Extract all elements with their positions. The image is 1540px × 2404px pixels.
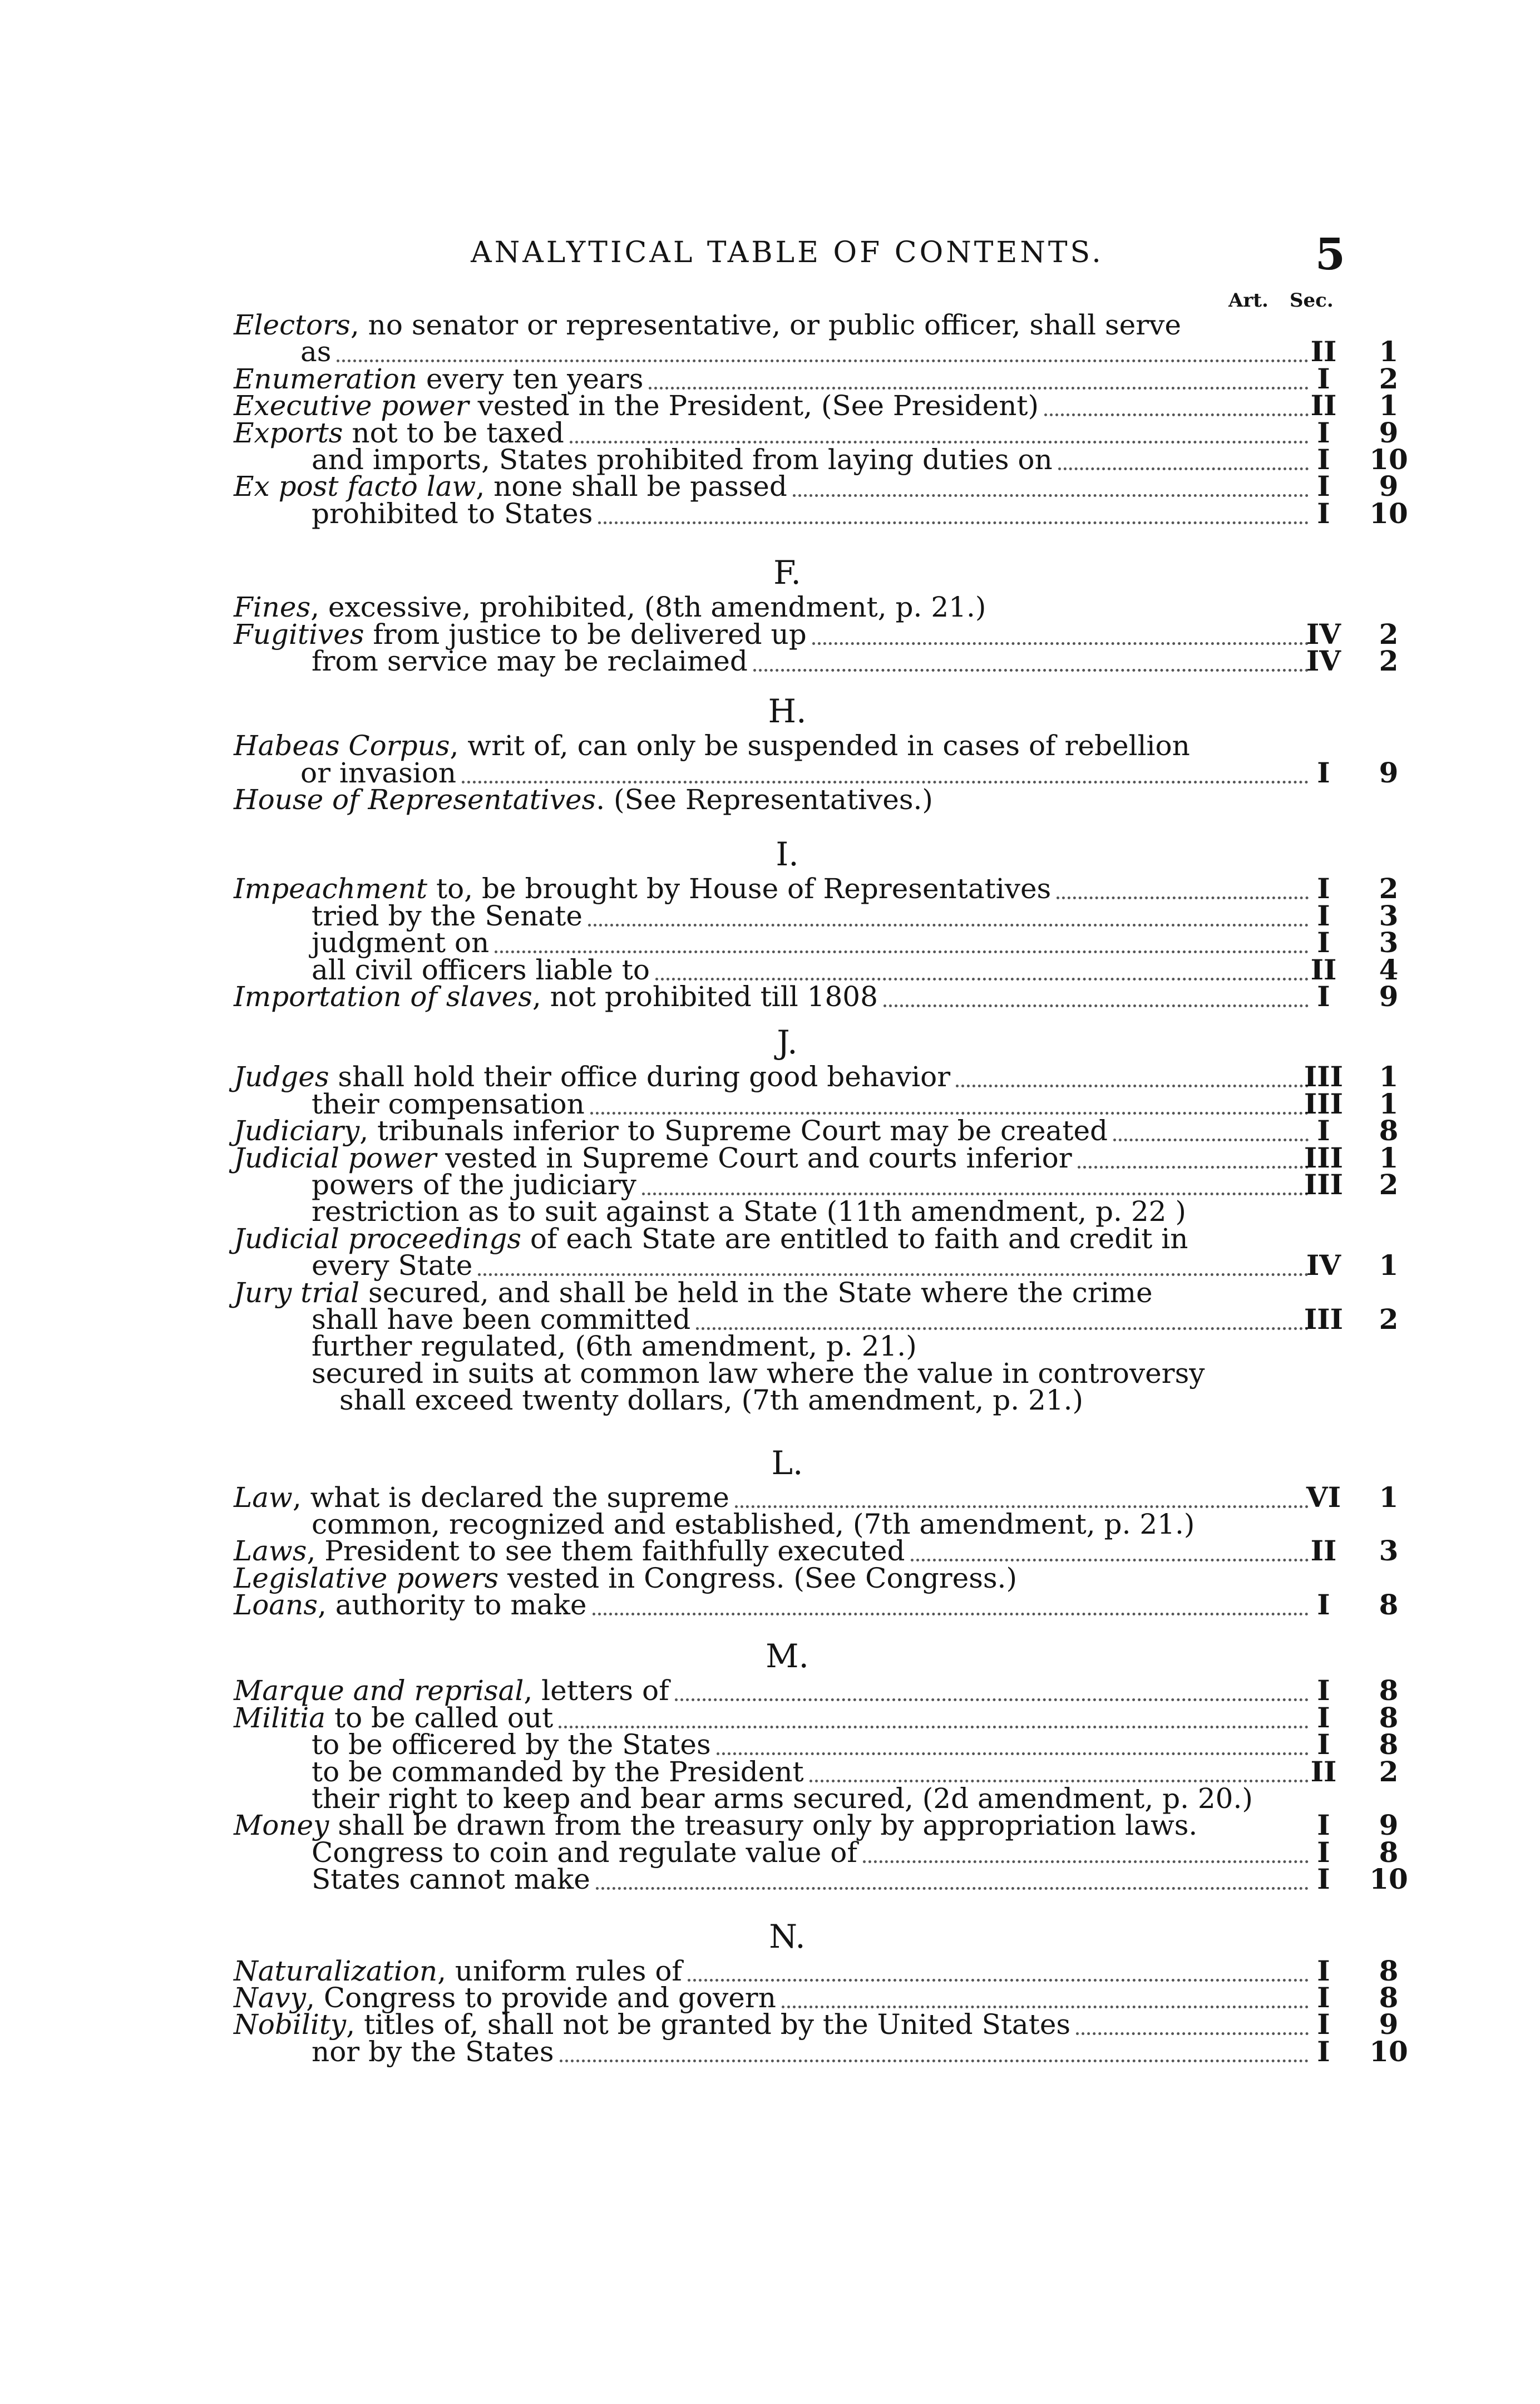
section-number: 2 xyxy=(1379,617,1399,651)
toc-entry xyxy=(234,2034,1408,2068)
toc-entry-description: judgment on xyxy=(312,927,490,959)
toc-entry-description: shall have been committed xyxy=(312,1303,691,1336)
section-number: 1 xyxy=(1379,1249,1399,1282)
toc-entry xyxy=(234,1588,1399,1622)
toc-entry-subject: Marque and reprisal xyxy=(234,1674,524,1707)
toc-entry-text xyxy=(312,1249,473,1282)
toc-entry-description: , letters of xyxy=(524,1674,669,1707)
section-number: 8 xyxy=(1379,1728,1399,1761)
toc-entry xyxy=(234,1782,1341,1815)
dot-leader xyxy=(793,467,1309,497)
toc-entry-text xyxy=(234,1589,587,1622)
dot-leader xyxy=(478,1247,1309,1276)
section-number: 8 xyxy=(1379,1114,1399,1147)
toc-entry-description: further regulated, (6th amendment, p. 21.) xyxy=(312,1330,917,1363)
toc-entry-subject: Law xyxy=(234,1481,293,1514)
toc-entry-description: States cannot make xyxy=(312,1863,590,1896)
toc-entry-subject: Jury trial xyxy=(234,1276,360,1309)
article-number: I xyxy=(1317,496,1330,530)
toc-entry-description: . (See Representatives.) xyxy=(596,784,933,816)
toc-entry-subject: Ex post facto law xyxy=(234,470,476,503)
toc-entry-description: not to be taxed xyxy=(343,416,564,449)
toc-entry-description: , authority to make xyxy=(317,1589,587,1622)
dot-leader xyxy=(696,1300,1309,1330)
toc-entry-description: their compensation xyxy=(312,1087,585,1120)
section-number: 8 xyxy=(1379,1835,1399,1869)
toc-entry-subject: House of Representatives xyxy=(234,784,596,816)
article-number: I xyxy=(1317,1981,1330,2014)
section-letter-heading xyxy=(234,1010,1341,1063)
article-number: I xyxy=(1317,1674,1330,1707)
toc-entry-text xyxy=(312,1303,691,1336)
article-number: III xyxy=(1304,1167,1344,1201)
toc-entry-description: vested in Congress. (See Congress.) xyxy=(498,1561,1017,1594)
article-number: I xyxy=(1317,1588,1330,1622)
article-number: III xyxy=(1304,1302,1344,1336)
toc-entry-description: secured in suits at common law where the value in controversy xyxy=(312,1357,1205,1390)
section-number: 8 xyxy=(1379,1981,1399,2014)
toc-entry-description: shall hold their office during good behavior xyxy=(329,1061,951,1093)
dot-leader xyxy=(642,1166,1309,1195)
toc-entry-subject: Impeachment xyxy=(234,873,428,905)
toc-entry-description: , no senator or representative, or public officer, shall serve xyxy=(350,309,1181,341)
toc-entry-text xyxy=(300,756,457,789)
section-number: 3 xyxy=(1379,899,1399,932)
toc-entry xyxy=(234,1249,1399,1282)
toc-entry-subject: Habeas Corpus xyxy=(234,730,450,762)
section-number: 1 xyxy=(1379,389,1399,422)
section-letter: F. xyxy=(773,554,801,592)
dot-leader xyxy=(675,1672,1309,1701)
toc-entry-description: , President to see them faithfully executed xyxy=(307,1535,905,1568)
article-number: I xyxy=(1317,1863,1330,1896)
toc-entry xyxy=(234,1534,1399,1568)
toc-entry-description: nor by the States xyxy=(312,2035,554,2068)
section-number: 2 xyxy=(1379,872,1399,905)
dot-leader xyxy=(462,754,1309,784)
toc-entry-text xyxy=(300,336,332,368)
article-number: III xyxy=(1304,1141,1344,1174)
toc-entry-description: as xyxy=(300,336,332,368)
toc-entry-text xyxy=(234,1701,554,1734)
section-number: 9 xyxy=(1379,1809,1399,1842)
toc-entry-description: Congress to coin and regulate value of xyxy=(312,1836,857,1869)
toc-entry-description: prohibited to States xyxy=(312,497,593,530)
toc-entry-text xyxy=(234,362,644,395)
article-number: I xyxy=(1317,416,1330,449)
toc-entry xyxy=(234,784,1341,816)
section-letter: I. xyxy=(776,835,799,874)
article-number: I xyxy=(1317,899,1330,932)
article-number: II xyxy=(1310,953,1337,986)
toc-entry xyxy=(234,1330,1341,1363)
section-letter-heading xyxy=(234,822,1341,875)
article-column-heading: Art. xyxy=(1228,289,1268,312)
toc-entry-text xyxy=(234,1954,682,1987)
toc-entry-text xyxy=(339,1384,1084,1417)
dot-leader xyxy=(495,924,1309,953)
toc-entry-description: every State xyxy=(312,1249,473,1282)
section-number: 9 xyxy=(1379,470,1399,503)
toc-entry-description: common, recognized and established, (7th amendment, p. 21.) xyxy=(312,1508,1195,1540)
section-number: 8 xyxy=(1379,1954,1399,1987)
toc-entry-subject: Loans xyxy=(234,1589,318,1622)
section-letter-heading xyxy=(234,679,1341,732)
section-number: 9 xyxy=(1379,2008,1399,2041)
toc-entry-text xyxy=(234,416,564,449)
dot-leader xyxy=(782,1979,1309,2008)
article-number: III xyxy=(1304,1060,1344,1093)
dot-leader xyxy=(911,1532,1309,1561)
toc-entry-subject: Money xyxy=(234,1809,329,1842)
section-number: 8 xyxy=(1379,1701,1399,1734)
dot-leader xyxy=(810,1753,1309,1782)
article-number: VI xyxy=(1306,1480,1341,1514)
section-number: 9 xyxy=(1379,756,1399,789)
toc-entry-description: all civil officers liable to xyxy=(312,953,650,986)
toc-entry-subject: Exports xyxy=(234,416,343,449)
article-number: IV xyxy=(1306,617,1341,651)
dot-leader xyxy=(655,951,1309,981)
section-number: 8 xyxy=(1379,1674,1399,1707)
toc-entry xyxy=(234,980,1399,1013)
dot-leader xyxy=(1078,1139,1309,1169)
toc-entry-text xyxy=(234,1481,729,1514)
toc-entry-subject: Judicial proceedings xyxy=(234,1222,521,1255)
section-letter-heading xyxy=(234,540,1341,594)
toc-entry xyxy=(234,1384,1341,1417)
toc-entry-description: or invasion xyxy=(300,756,457,789)
toc-entry-text xyxy=(312,644,748,677)
toc-entry-description: , not prohibited till 1808 xyxy=(532,981,878,1013)
toc-entry-subject: Militia xyxy=(234,1701,326,1734)
section-letter-heading xyxy=(234,1431,1341,1484)
toc-entry-description: , excessive, prohibited, (8th amendment, p. 21.) xyxy=(310,591,986,624)
section-number: 8 xyxy=(1379,1588,1399,1622)
toc-entry-text xyxy=(312,1357,1205,1390)
toc-entry-text xyxy=(234,618,807,651)
toc-entry-subject: Judges xyxy=(234,1061,329,1093)
dot-leader xyxy=(883,978,1309,1007)
toc-entry-text xyxy=(312,1728,711,1761)
section-number: 1 xyxy=(1379,1480,1399,1514)
toc-entry xyxy=(234,1480,1399,1514)
toc-entry-description: from service may be reclaimed xyxy=(312,644,748,677)
dot-leader xyxy=(688,1952,1309,1982)
toc-entry-text xyxy=(312,1330,917,1363)
dot-leader xyxy=(590,1085,1309,1115)
toc-entry-description: shall exceed twenty dollars, (7th amendment, p. 21.) xyxy=(339,1384,1084,1417)
toc-entry-subject: Fugitives xyxy=(234,618,364,651)
article-number: IV xyxy=(1306,1249,1341,1282)
toc-entry-text xyxy=(312,953,650,986)
toc-entry-description: from justice to be delivered up xyxy=(364,618,807,651)
toc-entry-text xyxy=(234,784,933,816)
toc-entry-description: , titles of, shall not be granted by the United States xyxy=(346,2008,1071,2041)
section-number: 10 xyxy=(1369,2034,1408,2068)
article-number: I xyxy=(1317,2008,1330,2041)
toc-entry-description: their right to keep and bear arms secured, (2d amendment, p. 20.) xyxy=(312,1782,1253,1815)
toc-entry-description: secured, and shall be held in the State where the crime xyxy=(359,1276,1153,1309)
toc-entry-subject: Importation of slaves xyxy=(234,981,532,1013)
section-number: 1 xyxy=(1379,1087,1399,1120)
toc-entry-subject: Judiciary xyxy=(234,1115,360,1147)
toc-entry-description: vested in Supreme Court and courts inferior xyxy=(436,1141,1072,1174)
toc-entry-text xyxy=(312,497,593,530)
toc-entry xyxy=(234,496,1408,530)
toc-entry-subject: Nobility xyxy=(234,2008,347,2041)
toc-entry xyxy=(234,1863,1408,1896)
toc-entry-description: restriction as to suit against a State (11th amendment, p. 22 ) xyxy=(312,1195,1186,1228)
article-number: I xyxy=(1317,1954,1330,1987)
section-number: 2 xyxy=(1379,362,1399,395)
dot-leader xyxy=(337,333,1309,362)
toc-entry-subject: Legislative powers xyxy=(234,1561,499,1594)
toc-entry-text xyxy=(234,1535,905,1568)
article-number: I xyxy=(1317,442,1330,476)
toc-entry-description: every ten years xyxy=(417,362,644,395)
toc-entry-description: , what is declared the supreme xyxy=(292,1481,729,1514)
article-number: II xyxy=(1310,1534,1337,1568)
section-number: 2 xyxy=(1379,1302,1399,1336)
article-number: I xyxy=(1317,362,1330,395)
page-title: ANALYTICAL TABLE OF CONTENTS. xyxy=(471,236,1104,269)
toc-entry-description: shall be drawn from the treasury only by appropriation laws. xyxy=(329,1809,1198,1842)
toc-entry xyxy=(234,644,1399,677)
toc-entry xyxy=(234,1755,1399,1788)
toc-entry-subject: Fines xyxy=(234,591,311,624)
section-column-heading: Sec. xyxy=(1290,289,1334,312)
toc-entry-text xyxy=(312,1195,1186,1228)
dot-leader xyxy=(588,897,1309,927)
toc-entry-text xyxy=(234,981,878,1013)
toc-entry xyxy=(234,1195,1341,1228)
dot-leader xyxy=(812,615,1309,645)
article-number: I xyxy=(1317,1835,1330,1869)
section-number: 1 xyxy=(1379,1060,1399,1093)
toc-entry-text xyxy=(234,1981,776,2014)
toc-entry-subject: Executive power xyxy=(234,390,469,422)
article-number: I xyxy=(1317,872,1330,905)
section-number: 1 xyxy=(1379,335,1399,368)
dot-leader xyxy=(570,414,1309,444)
section-number: 1 xyxy=(1379,1141,1399,1174)
toc-entry-description: , tribunals inferior to Supreme Court may be created xyxy=(359,1115,1108,1147)
table-of-contents xyxy=(234,309,1408,2082)
dot-leader xyxy=(1113,1112,1309,1141)
section-letter: H. xyxy=(768,692,807,731)
dot-leader xyxy=(596,1860,1309,1890)
article-number: I xyxy=(1317,926,1330,959)
section-number: 3 xyxy=(1379,926,1399,959)
toc-entry-subject: Judicial power xyxy=(234,1141,437,1174)
toc-entry xyxy=(234,1357,1341,1390)
section-letter: J. xyxy=(777,1023,798,1062)
dot-leader xyxy=(593,1586,1309,1615)
article-number: I xyxy=(1317,2034,1330,2068)
page-header xyxy=(234,229,1345,280)
dot-leader xyxy=(735,1479,1309,1508)
article-number: I xyxy=(1317,1728,1330,1761)
article-number: I xyxy=(1317,1114,1330,1147)
toc-entry-subject: Enumeration xyxy=(234,362,418,395)
toc-entry-description: to be officered by the States xyxy=(312,1728,711,1761)
article-number: I xyxy=(1317,1809,1330,1842)
article-number: I xyxy=(1317,980,1330,1013)
article-number: II xyxy=(1310,1755,1337,1788)
section-number: 3 xyxy=(1379,1534,1399,1568)
dot-leader xyxy=(863,1834,1309,1863)
toc-entry-description: , writ of, can only be suspended in cases of rebellion xyxy=(450,730,1190,762)
dot-leader xyxy=(1044,387,1309,416)
toc-entry-text xyxy=(234,1115,1108,1147)
section-letter: M. xyxy=(766,1637,809,1676)
dot-leader xyxy=(1076,2006,1309,2035)
section-number: 10 xyxy=(1369,442,1408,476)
toc-entry-description: vested in the President, (See President) xyxy=(468,390,1039,422)
toc-entry-description: and imports, States prohibited from laying duties on xyxy=(312,443,1053,476)
dot-leader xyxy=(753,642,1309,672)
toc-entry-text xyxy=(312,1168,636,1201)
dot-leader xyxy=(598,495,1309,524)
toc-entry-text xyxy=(312,1863,590,1896)
page-number: 5 xyxy=(1315,229,1345,280)
article-number: II xyxy=(1310,389,1337,422)
toc-entry-description: , uniform rules of xyxy=(437,1954,682,1987)
section-number: 2 xyxy=(1379,644,1399,677)
dot-leader xyxy=(956,1058,1309,1087)
toc-entry xyxy=(234,756,1399,789)
toc-entry-subject: Naturalization xyxy=(234,1954,438,1987)
article-number: IV xyxy=(1306,644,1341,677)
article-number: I xyxy=(1317,756,1330,789)
toc-entry-subject: Navy xyxy=(234,1981,307,2014)
toc-entry-description: , Congress to provide and govern xyxy=(306,1981,776,2014)
section-number: 2 xyxy=(1379,1167,1399,1201)
toc-entry-text xyxy=(312,1755,804,1788)
toc-entry-description: tried by the Senate xyxy=(312,899,583,932)
section-number: 9 xyxy=(1379,980,1399,1013)
section-number: 4 xyxy=(1379,953,1399,986)
dot-leader xyxy=(560,2033,1309,2062)
article-number: II xyxy=(1310,335,1337,368)
section-letter: N. xyxy=(769,1917,806,1955)
toc-entry-text xyxy=(312,1087,585,1120)
toc-entry-text xyxy=(312,2035,554,2068)
article-number: I xyxy=(1317,470,1330,503)
toc-entry-description: powers of the judiciary xyxy=(312,1168,636,1201)
toc-entry-description: to be commanded by the President xyxy=(312,1755,804,1788)
toc-entry-subject: Electors xyxy=(234,309,351,341)
section-letter: L. xyxy=(771,1444,803,1482)
toc-entry-text xyxy=(312,1782,1253,1815)
toc-entry-description: of each State are entitled to faith and credit in xyxy=(521,1222,1188,1255)
section-letter-heading xyxy=(234,1624,1341,1677)
dot-leader xyxy=(1058,441,1309,470)
section-number: 10 xyxy=(1369,496,1408,530)
toc-entry-description: , none shall be passed xyxy=(476,470,787,503)
section-number: 10 xyxy=(1369,1863,1408,1896)
dot-leader xyxy=(717,1726,1309,1755)
dot-leader xyxy=(559,1699,1309,1728)
section-letter-heading xyxy=(234,1904,1341,1958)
toc-entry-description: to be called out xyxy=(325,1701,554,1734)
article-number: III xyxy=(1304,1087,1344,1120)
section-number: 2 xyxy=(1379,1755,1399,1788)
toc-entry-subject: Laws xyxy=(234,1535,307,1568)
toc-entry-description: to, be brought by House of Representatives xyxy=(427,873,1052,905)
article-number: I xyxy=(1317,1701,1330,1734)
dot-leader xyxy=(1057,870,1309,899)
toc-entry xyxy=(234,1302,1399,1336)
toc-entry-text xyxy=(312,927,490,959)
dot-leader xyxy=(649,360,1309,390)
section-number: 9 xyxy=(1379,416,1399,449)
toc-entry xyxy=(234,1167,1399,1201)
